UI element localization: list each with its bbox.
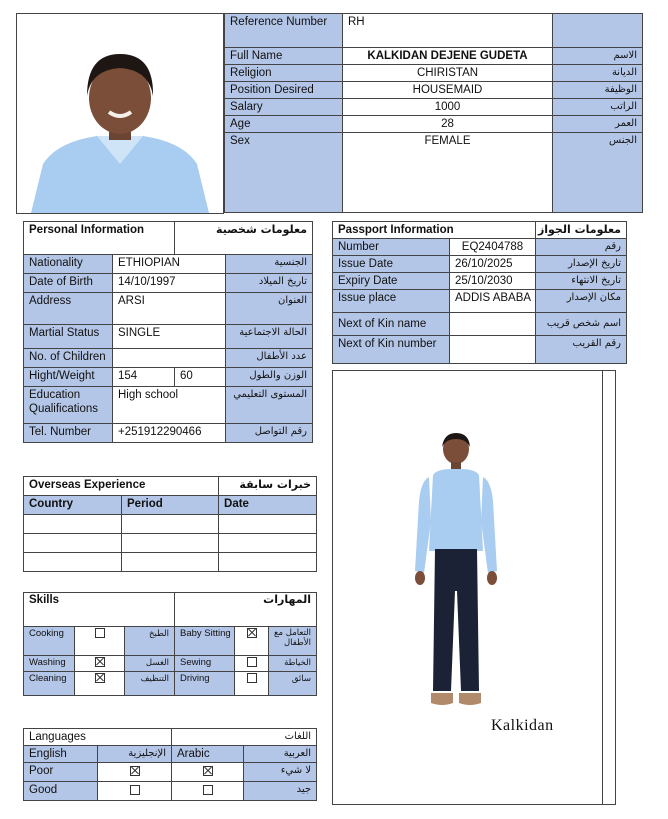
skills-table (23, 592, 317, 696)
skill-cleaning-checkbox[interactable] (95, 673, 105, 683)
address-value: ARSI (113, 293, 226, 325)
arabic-good-checkbox[interactable] (203, 785, 213, 795)
english-ar: الإنجليزية (98, 746, 172, 763)
full-body-photo (411, 431, 501, 721)
height-weight-label: Hight/Weight (24, 368, 113, 387)
skill-driving-ar: سائق (269, 672, 317, 696)
skill-cleaning-ar: التنظيف (125, 672, 175, 696)
religion-ar: الديانة (553, 65, 643, 82)
english-label: English (24, 746, 98, 763)
age-ar: العمر (553, 116, 643, 133)
portrait-photo (16, 13, 224, 214)
kin-name-label: Next of Kin name (333, 313, 450, 336)
issue-place-label: Issue place (333, 290, 450, 313)
tel-label: Tel. Number (24, 424, 113, 443)
skill-cooking-label: Cooking (24, 627, 75, 656)
age-label: Age (225, 116, 343, 133)
overseas-title-ar: خبرات سابقة (219, 477, 317, 496)
expiry-date-value: 25/10/2030 (450, 273, 536, 290)
overseas-title: Overseas Experience (24, 477, 219, 496)
photo-caption: Kalkidan (491, 717, 554, 734)
full-name-value: KALKIDAN DEJENE GUDETA (343, 48, 553, 65)
sex-ar: الجنس (553, 133, 643, 213)
date-header: Date (219, 496, 317, 515)
religion-value: CHIRISTAN (343, 65, 553, 82)
issue-place-ar: مكان الإصدار (536, 290, 627, 313)
passport-info-title: Passport Information (333, 222, 536, 239)
nationality-value: ETHIOPIAN (113, 255, 226, 274)
religion-label: Religion (225, 65, 343, 82)
position-value: HOUSEMAID (343, 82, 553, 99)
education-value: High school (113, 387, 226, 424)
top-info-table (224, 13, 643, 213)
full-name-ar: الاسم (553, 48, 643, 65)
education-ar: المستوى التعليمي (226, 387, 313, 424)
languages-title: Languages (24, 729, 172, 746)
marital-status-ar: الحالة الاجتماعية (226, 325, 313, 349)
reference-number-value: RH (343, 14, 553, 48)
issue-date-ar: تاريخ الإصدار (536, 256, 627, 273)
salary-ar: الراتب (553, 99, 643, 116)
salary-label: Salary (225, 99, 343, 116)
reference-number-label: Reference Number (225, 14, 343, 48)
languages-table (23, 728, 317, 801)
country-header: Country (24, 496, 122, 515)
dob-value: 14/10/1997 (113, 274, 226, 293)
skill-sewing-checkbox[interactable] (247, 657, 257, 667)
personal-info-title: Personal Information (24, 222, 175, 255)
skill-driving-checkbox[interactable] (247, 673, 257, 683)
nationality-ar: الجنسية (226, 255, 313, 274)
skills-title: Skills (24, 593, 175, 627)
dob-label: Date of Birth (24, 274, 113, 293)
height-value: 154 (113, 368, 175, 387)
personal-info-title-ar: معلومات شخصية (175, 222, 313, 255)
passport-info-table (332, 221, 627, 364)
children-label: No. of Children (24, 349, 113, 368)
address-label: Address (24, 293, 113, 325)
issue-place-value: ADDIS ABABA (450, 290, 536, 313)
kin-number-ar: رقم القريب (536, 336, 627, 364)
weight-value: 60 (175, 368, 226, 387)
address-ar: العنوان (226, 293, 313, 325)
passport-info-title-ar: معلومات الجواز (536, 222, 627, 239)
arabic-poor-checkbox[interactable] (203, 766, 213, 776)
expiry-date-ar: تاريخ الانتهاء (536, 273, 627, 290)
kin-number-label: Next of Kin number (333, 336, 450, 364)
height-weight-ar: الوزن والطول (226, 368, 313, 387)
skill-sewing-ar: الخياطة (269, 656, 317, 672)
marital-status-label: Martial Status (24, 325, 113, 349)
skill-washing-label: Washing (24, 656, 75, 672)
passport-number-label: Number (333, 239, 450, 256)
sex-label: Sex (225, 133, 343, 213)
education-label: Education Qualifications (24, 387, 113, 424)
kin-name-value (450, 313, 536, 336)
skill-cooking-ar: الطبخ (125, 627, 175, 656)
arabic-label: Arabic (172, 746, 244, 763)
personal-info-table (23, 221, 313, 443)
level-poor-ar: لا شيء (244, 763, 317, 782)
skill-driving-label: Driving (175, 672, 235, 696)
salary-value: 1000 (343, 99, 553, 116)
level-good-label: Good (24, 782, 98, 801)
skill-babysitting-checkbox[interactable] (247, 628, 257, 638)
issue-date-label: Issue Date (333, 256, 450, 273)
passport-number-value: EQ2404788 (450, 239, 536, 256)
children-ar: عدد الأطفال (226, 349, 313, 368)
skill-babysitting-ar: التعامل مع الأطفال (269, 627, 317, 656)
kin-name-ar: اسم شخص قريب (536, 313, 627, 336)
skill-cooking-checkbox[interactable] (95, 628, 105, 638)
level-good-ar: جيد (244, 782, 317, 801)
marital-status-value: SINGLE (113, 325, 226, 349)
skills-title-ar: المهارات (175, 593, 317, 627)
nationality-label: Nationality (24, 255, 113, 274)
tel-value: +251912290466 (113, 424, 226, 443)
table-row (24, 515, 317, 534)
tel-ar: رقم التواصل (226, 424, 313, 443)
children-value (113, 349, 226, 368)
english-poor-checkbox[interactable] (130, 766, 140, 776)
reference-number-ar (553, 14, 643, 48)
position-label: Position Desired (225, 82, 343, 99)
age-value: 28 (343, 116, 553, 133)
passport-number-ar: رقم (536, 239, 627, 256)
dob-ar: تاريخ الميلاد (226, 274, 313, 293)
skill-washing-checkbox[interactable] (95, 657, 105, 667)
expiry-date-label: Expiry Date (333, 273, 450, 290)
full-name-label: Full Name (225, 48, 343, 65)
skill-washing-ar: الغسل (125, 656, 175, 672)
table-row (24, 534, 317, 553)
arabic-ar: العربية (244, 746, 317, 763)
languages-title-ar: اللغات (172, 729, 317, 746)
skill-babysitting-label: Baby Sitting (175, 627, 235, 656)
skill-cleaning-label: Cleaning (24, 672, 75, 696)
table-row (24, 553, 317, 572)
kin-number-value (450, 336, 536, 364)
skill-sewing-label: Sewing (175, 656, 235, 672)
sex-value: FEMALE (343, 133, 553, 213)
issue-date-value: 26/10/2025 (450, 256, 536, 273)
full-body-photo-frame (332, 370, 616, 805)
position-ar: الوظيفة (553, 82, 643, 99)
level-poor-label: Poor (24, 763, 98, 782)
english-good-checkbox[interactable] (130, 785, 140, 795)
period-header: Period (122, 496, 219, 515)
overseas-experience-table (23, 476, 317, 572)
